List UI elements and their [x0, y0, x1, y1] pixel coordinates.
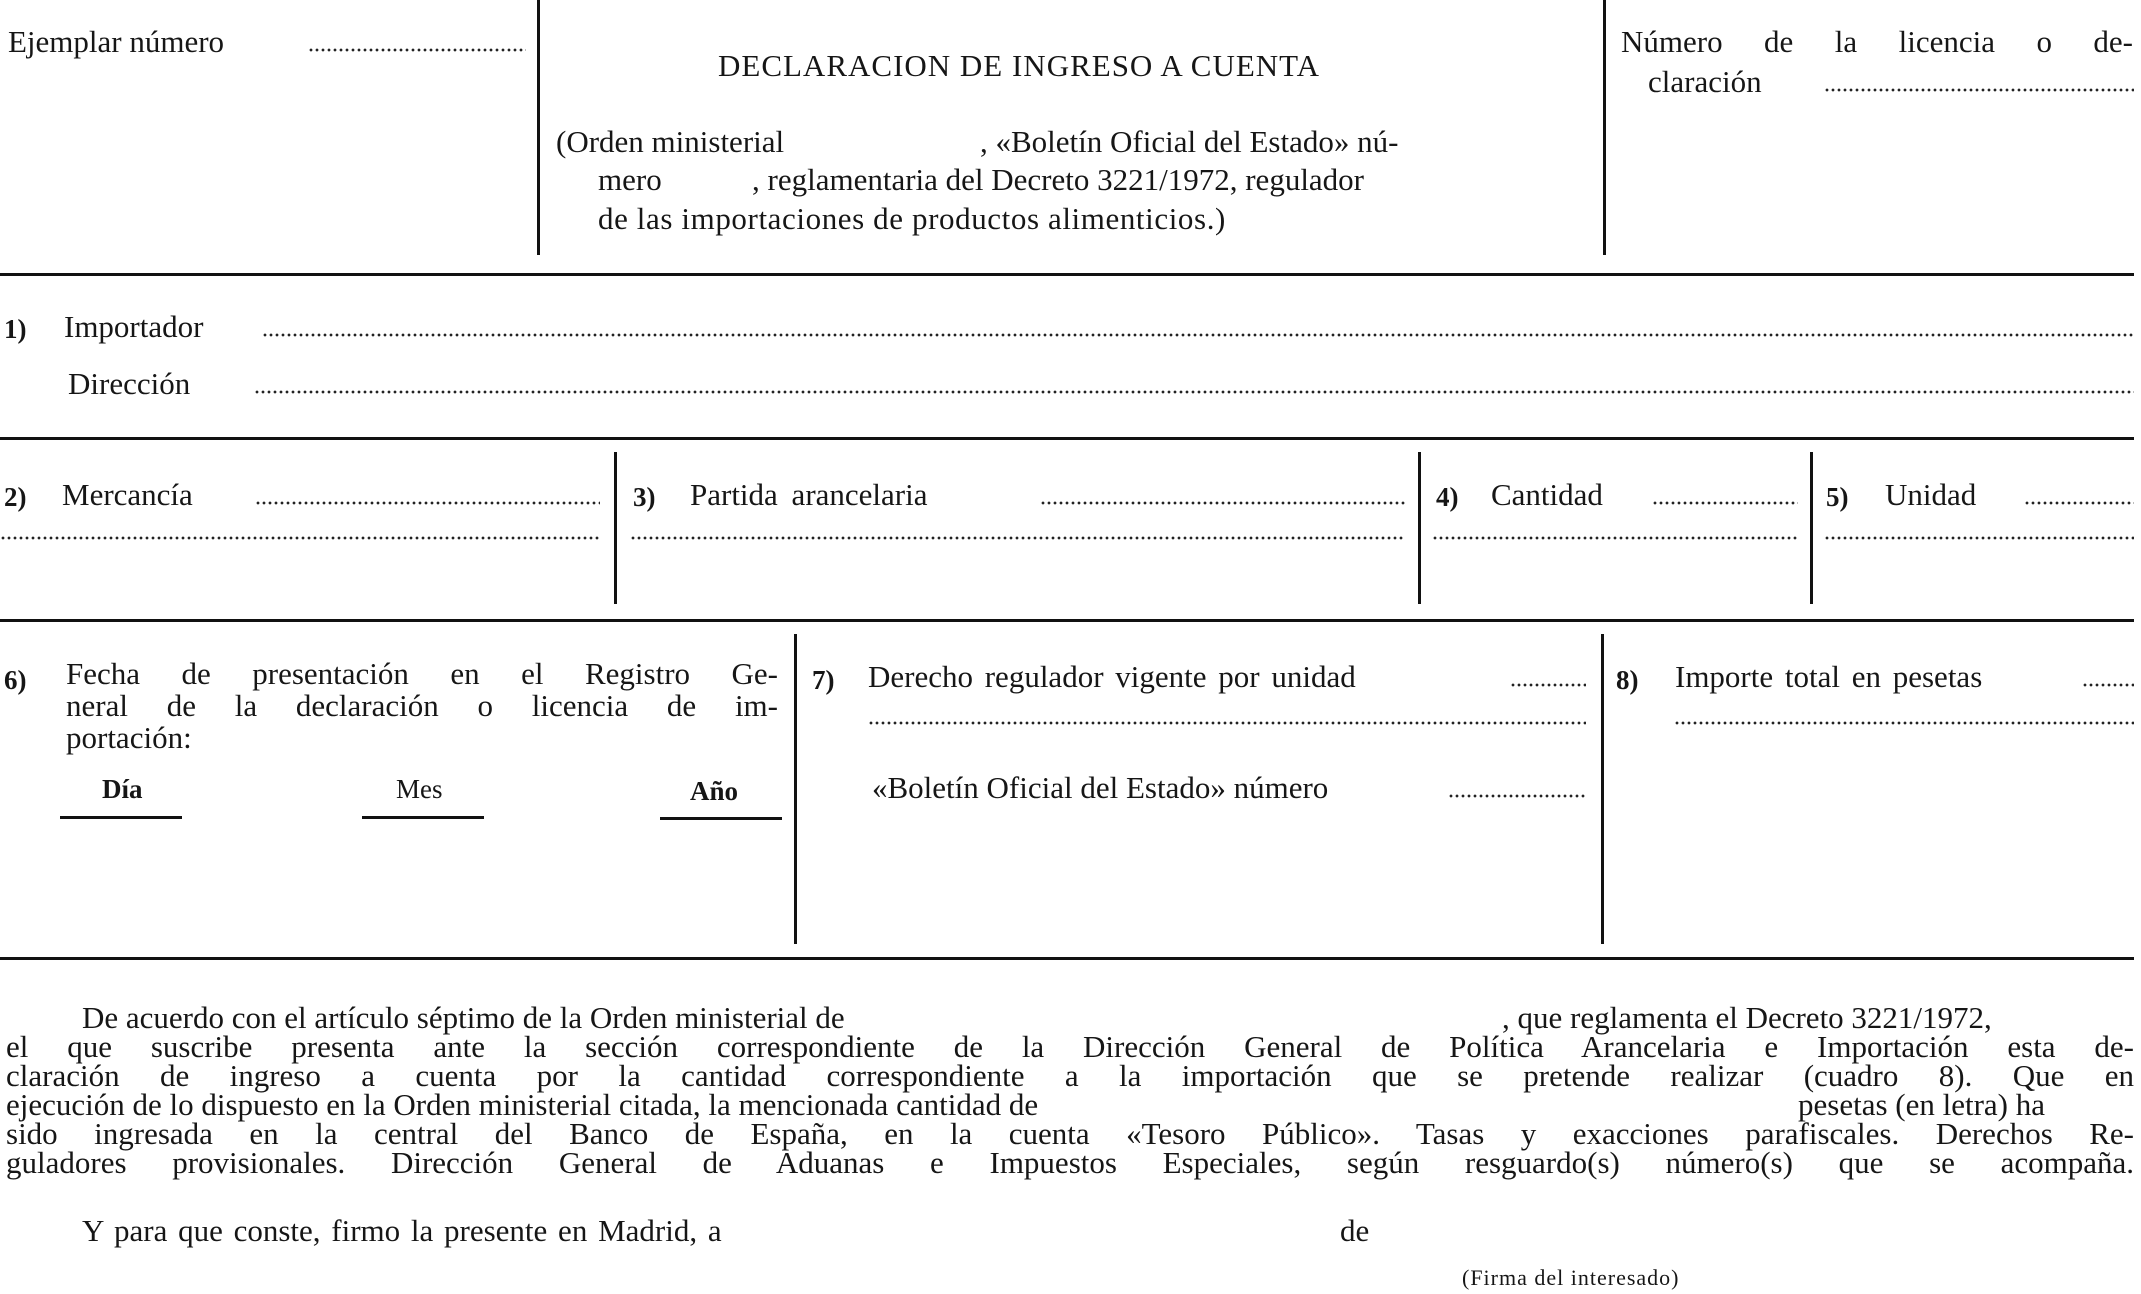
unidad-number: 5)	[1826, 482, 1849, 512]
importe-fill-line-2[interactable]	[1674, 721, 2134, 725]
fecha-line-3: portación:	[66, 720, 192, 755]
mercancia-label: Mercancía	[62, 477, 193, 512]
signature-line-de: de	[1340, 1213, 1370, 1248]
partida-number: 3)	[633, 482, 656, 512]
signature-line-text: Y para que conste, firmo la presente en Madrid, a	[82, 1213, 722, 1248]
section3-divider-2	[1601, 634, 1604, 944]
divider-3	[0, 619, 2134, 622]
licencia-line-1: Número de la licencia o de-	[1621, 24, 2133, 59]
ejemplar-fill-line[interactable]	[308, 48, 526, 52]
direccion-label: Dirección	[68, 366, 191, 401]
fecha-line-2: neral de la declaración o licencia de im-	[66, 688, 778, 723]
unidad-fill-line-2[interactable]	[1824, 536, 2134, 540]
ano-field-line[interactable]	[660, 817, 782, 820]
mercancia-number: 2)	[4, 482, 27, 512]
derecho-number: 7)	[812, 665, 835, 695]
header-divider-left	[537, 0, 540, 255]
cantidad-fill-line[interactable]	[1652, 501, 1798, 505]
declaration-line-1b: , que reglamenta el Decreto 3221/1972,	[1502, 1000, 1992, 1035]
derecho-label: Derecho regulador vigente por unidad	[868, 659, 1356, 694]
section2-divider-3	[1810, 452, 1813, 604]
licencia-fill-line[interactable]	[1824, 88, 2134, 92]
cantidad-label: Cantidad	[1491, 477, 1603, 512]
dia-label: Día	[102, 774, 143, 804]
derecho-fill-line[interactable]	[1510, 683, 1586, 687]
importador-fill-line[interactable]	[262, 333, 2134, 337]
importe-fill-line[interactable]	[2082, 683, 2134, 687]
orden-line-1a: (Orden ministerial	[556, 124, 785, 159]
derecho-fill-line-2[interactable]	[868, 721, 1586, 725]
fecha-line-1: Fecha de presentación en el Registro Ge-	[66, 656, 778, 691]
mes-label: Mes	[396, 774, 443, 804]
ano-label: Año	[690, 776, 739, 806]
section2-divider-1	[614, 452, 617, 604]
section3-divider-1	[794, 634, 797, 944]
importe-label: Importe total en pesetas	[1675, 659, 1983, 694]
declaration-line-4b: pesetas (en letra) ha	[1798, 1087, 2046, 1122]
licencia-line-2: claración	[1648, 64, 1762, 99]
unidad-fill-line[interactable]	[2024, 501, 2134, 505]
importe-number: 8)	[1616, 665, 1639, 695]
section2-divider-2	[1418, 452, 1421, 604]
declaration-line-1a: De acuerdo con el artículo séptimo de la Orden ministerial de	[82, 1000, 845, 1035]
declaration-line-6: guladores provisionales. Dirección General de Aduanas e Impuestos Especiales, según resguardo(s) número(s) que se acompaña.	[6, 1145, 2134, 1180]
declaration-line-2: el que suscribe presenta ante la sección correspondiente de la Dirección General de Política Arancelaria e Importación esta de-	[6, 1029, 2134, 1064]
ejemplar-label: Ejemplar número	[8, 24, 225, 59]
divider-2	[0, 437, 2134, 440]
partida-fill-line[interactable]	[1040, 501, 1405, 505]
orden-line-2b: , reglamentaria del Decreto 3221/1972, regulador	[752, 162, 1365, 197]
firma-caption: (Firma del interesado)	[1462, 1265, 1680, 1290]
boletin-label: «Boletín Oficial del Estado» número	[872, 770, 1329, 805]
unidad-label: Unidad	[1885, 477, 1977, 512]
orden-line-1b: , «Boletín Oficial del Estado» nú-	[980, 124, 1399, 159]
declaration-line-3: claración de ingreso a cuenta por la cantidad correspondiente a la importación que se pretende realizar (cuadro 8). Que en	[6, 1058, 2134, 1093]
fecha-number: 6)	[4, 665, 27, 695]
cantidad-fill-line-2[interactable]	[1432, 536, 1798, 540]
mes-field-line[interactable]	[362, 816, 484, 819]
divider-1	[0, 273, 2134, 276]
dia-field-line[interactable]	[60, 816, 182, 819]
cantidad-number: 4)	[1436, 482, 1459, 512]
orden-line-2a: mero	[598, 162, 662, 197]
partida-label: Partida arancelaria	[690, 477, 928, 512]
divider-4	[0, 957, 2134, 960]
header-divider-right	[1603, 0, 1606, 255]
partida-fill-line-2[interactable]	[630, 536, 1405, 540]
orden-line-3: de las importaciones de productos alimenticios.)	[598, 201, 1226, 236]
declaration-line-5: sido ingresada en la central del Banco de España, en la cuenta «Tesoro Público». Tasas y exacciones parafiscales. Derechos Re-	[6, 1116, 2134, 1151]
importador-number: 1)	[4, 314, 27, 344]
importador-label: Importador	[64, 309, 204, 344]
boletin-fill-line[interactable]	[1448, 794, 1586, 798]
direccion-fill-line[interactable]	[254, 390, 2134, 394]
mercancia-fill-line-2[interactable]	[0, 536, 600, 540]
mercancia-fill-line[interactable]	[255, 501, 600, 505]
page-title: DECLARACION DE INGRESO A CUENTA	[718, 48, 1321, 83]
declaration-line-4a: ejecución de lo dispuesto en la Orden ministerial citada, la mencionada cantidad de	[6, 1087, 1039, 1122]
